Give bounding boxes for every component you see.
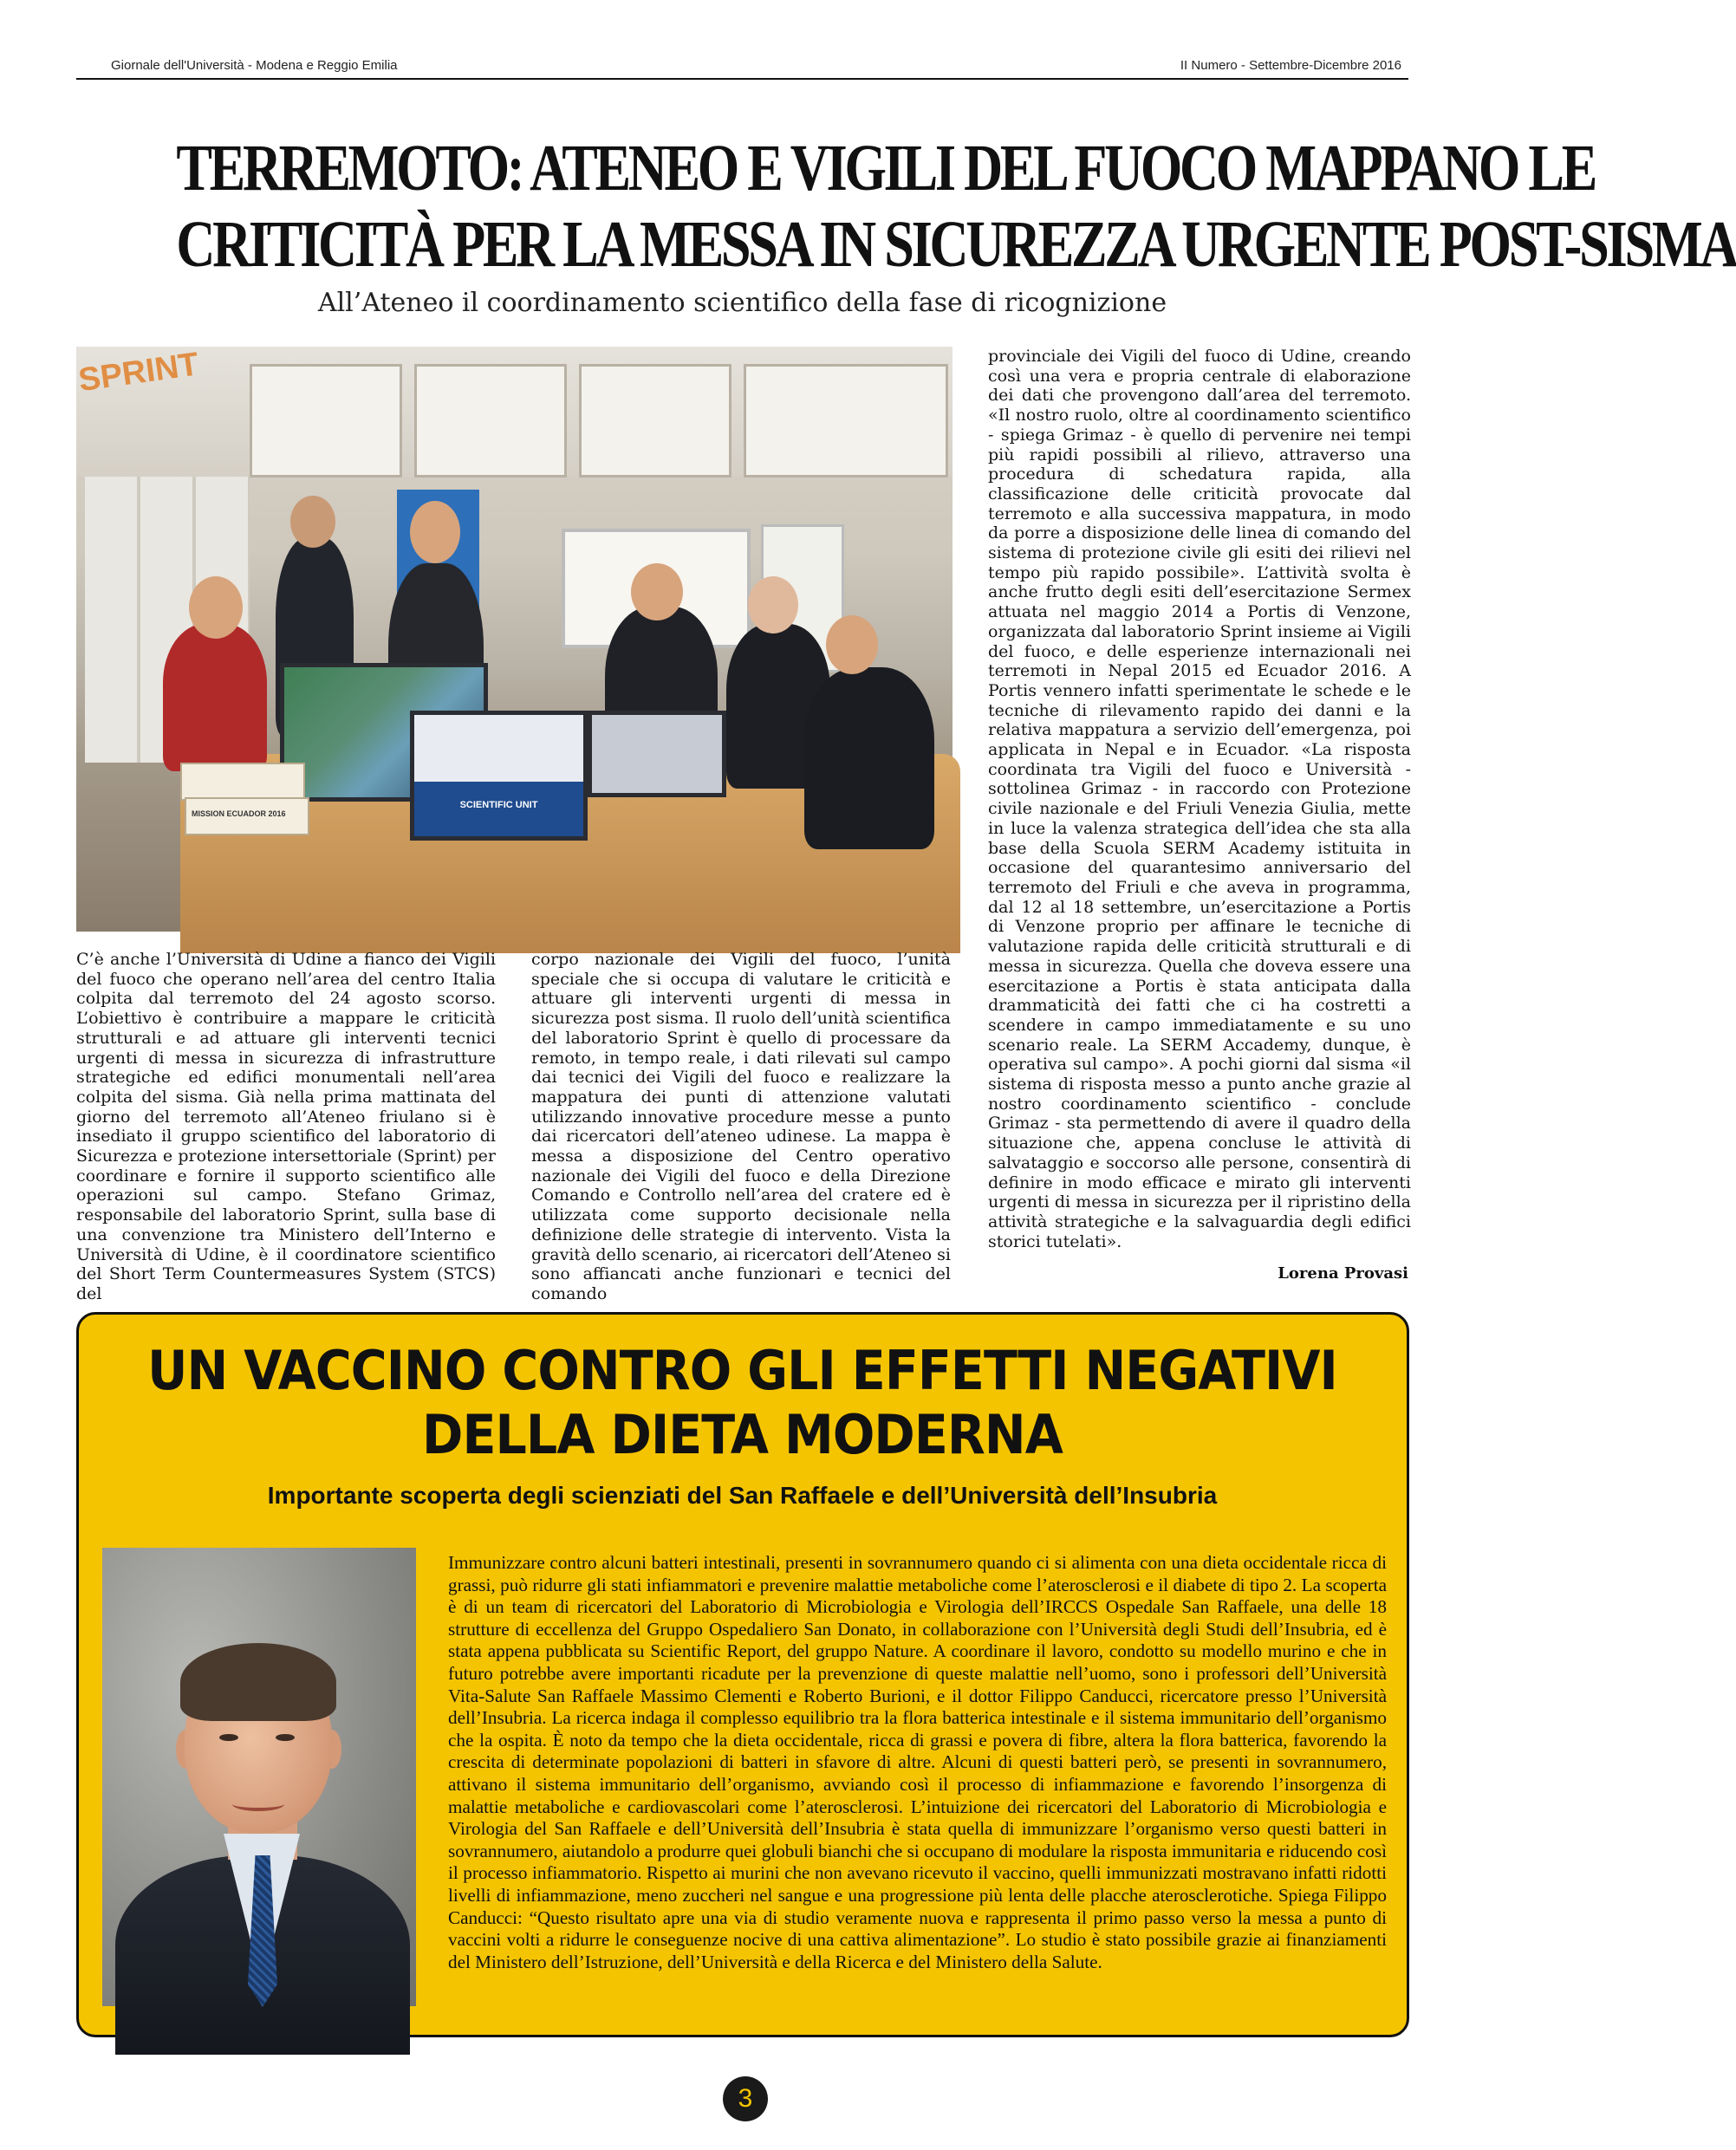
header-divider — [76, 78, 1408, 80]
photo-head — [189, 576, 243, 639]
article2-title-line2: DELLA DIETA MODERNA — [422, 1403, 1063, 1466]
photo-window — [414, 364, 567, 477]
photo-head — [826, 615, 878, 674]
article2-subtitle: Importante scoperta degli scienziati del San Raffaele e dell’Università dell’Insubria — [267, 1482, 1218, 1509]
photo-screen-label: SCIENTIFIC UNIT — [459, 800, 538, 810]
photo-binder-label: MISSION ECUADOR 2016 — [192, 809, 286, 818]
article1-byline: Lorena Provasi — [1278, 1264, 1408, 1283]
portrait-eye — [276, 1734, 295, 1741]
photo-person — [163, 624, 267, 771]
photo-person — [804, 667, 934, 849]
photo-window — [744, 364, 948, 477]
photo-head — [631, 563, 683, 620]
photo-binder — [185, 797, 309, 835]
portrait-eye — [219, 1734, 238, 1741]
article1-headline-line1: TERREMOTO: ATENEO E VIGILI DEL FUOCO MAPPANO LE — [176, 132, 1596, 205]
photo-laptop — [588, 711, 726, 797]
article1-column-1: C’è anche l’Università di Udine a fianco dei Vigili del fuoco che operano nell’area del centro Italia colpita dal terremoto del 24 agosto scorso. L’obiettivo è contribuire a mappare le criticità strutturali e ad attuare gli interventi tecnici urgenti di messa in sicurezza di infrastrutture strategiche ed edifici monumentali nell’area colpita del sisma. Già nella prima mattinata del giorno del terremoto all’Ateneo friulano si è insediato il gruppo scientifico del laboratorio di Sicurezza e protezione intersettoriale (Sprint) per coordinare e fornire il supporto scientifico alle operazioni sul campo. Stefano Grimaz, responsabile del laboratorio Sprint, sulla base di una convenzione tra Ministero dell’Interno e Università di Udine, è il coordinatore scientifico del Short Term Countermeasures System (STCS) del — [76, 950, 496, 1303]
article2-portrait-photo — [102, 1548, 416, 2006]
photo-monitor-scientific-unit — [410, 711, 588, 841]
portrait-hair — [180, 1643, 336, 1721]
article1-headline — [176, 130, 1736, 283]
photo-window — [250, 364, 402, 477]
photo-sprint-sign: SPRINT — [76, 346, 201, 399]
portrait-mouth — [232, 1797, 284, 1811]
photo-head — [410, 501, 460, 563]
photo-head — [748, 576, 798, 633]
issue-label: II Numero - Settembre-Dicembre 2016 — [1180, 58, 1401, 73]
article2-title-line1: UN VACCINO CONTRO GLI EFFETTI NEGATIVI — [147, 1339, 1337, 1402]
photo-binder — [180, 763, 305, 801]
photo-window — [579, 364, 731, 477]
publication-name: Giornale dell'Università - Modena e Reggio Emilia — [111, 58, 398, 73]
article1-column-2: corpo nazionale dei Vigili del fuoco, l’unità speciale che si occupa di valutare le criticità e attuare gli interventi urgenti di messa in sicurezza post sisma. Il ruolo dell’unità scientifica del laboratorio Sprint è quello di processare da remoto, in tempo reale, i dati rilevati sul campo dai tecnici dei Vigili del fuoco e realizzare la mappatura dei punti di attenzione valutati utilizzando innovative procedure messe a punto dai ricercatori dell’ateneo udinese. La mappa è messa a disposizione del Centro operativo nazionale dei Vigili del fuoco e della Direzione Comando e Controllo nell’area del cratere ed è utilizzata come supporto decisionale nella definizione delle strategie di intervento. Vista la gravità dello scenario, ai ricercatori dell’Ateneo si sono affiancati anche funzionari e tecnici del comando — [531, 950, 951, 1303]
photo-head — [290, 496, 335, 548]
article1-column-3: provinciale dei Vigili del fuoco di Udine, creando così una vera e propria centrale di elaborazione dei dati che provengono dall’area del terremoto. «Il nostro ruolo, oltre al coordinamento scientifico - spiega Grimaz - è quello di pervenire nei tempi più rapidi possibili al rilievo, attraverso una procedura di schedatura rapida, alla classificazione delle criticità provocate dal terremoto e alla successiva mappatura, in modo da porre a disposizione delle linea di comando del sistema di protezione civile gli esiti dei rilievi nel tempo più rapido possibile». L’attività svolta è anche frutto degli esiti dell’esercitazione Sermex attuata nel maggio 2014 a Portis di Venzone, organizzata dal laboratorio Sprint insieme ai Vigili del fuoco, e delle esperienze internazionali nei terremoti in Nepal 2015 ed Ecuador 2016. A Portis vennero infatti sperimentate le schede e le tecniche di rilevamento rapido dei danni e la relativa mappatura a servizio dell’emergenza, poi applicata in Nepal e in Ecuador. «La risposta coordinata tra Vigili del fuoco e Università - sottolinea Grimaz - in raccordo con Protezione civile nazionale e del Friuli Venezia Giulia, mette in luce la valenza strategica dell’idea che sta alla base della Scuola SERM Academy istituita in occasione del quarantesimo anniversario del terremoto del Friuli e che aveva in programma, dal 12 al 18 settembre, un’esercitazione a Portis di Venzone proprio per affinare le tecniche di valutazione rapida delle criticità strutturali e di messa in sicurezza. Quella che doveva essere una esercitazione a Portis è stata anticipata dalla drammaticità dei fatti che ci ha costretti a scendere in campo immediatamente e su uno scenario reale. La SERM Accademy, dunque, è operativa sul campo». A pochi giorni dal sisma «il sistema di risposta messo a punto anche grazie al nostro coordinamento scientifico - conclude Grimaz - sta permettendo di avere il quadro della situazione che, appena concluse le attività di salvataggio e soccorso alle persone, consentirà di definire in modo efficace e mirato gli interventi urgenti di messa in sicurezza per il ripristino della attività strategiche e la salvaguardia degli edifici storici tutelati». — [988, 347, 1411, 1251]
article1-headline-line2: CRITICITÀ PER LA MESSA IN SICUREZZA URGENTE POST-SISMA — [176, 208, 1736, 281]
article1-photo — [76, 347, 953, 932]
page-number: 3 — [723, 2076, 768, 2121]
article1-subhead: All’Ateneo il coordinamento scientifico della fase di ricognizione — [317, 288, 1167, 318]
article2-body: Immunizzare contro alcuni batteri intestinali, presenti in sovrannumero quando ci si alimenta con una dieta occidentale ricca di grassi, può ridurre gli stati infiammatori e prevenire malattie metaboliche come l’aterosclerosi e il diabete di tipo 2. La scoperta è di un team di ricercatori del Laboratorio di Microbiologia e Virologia dell’IRCCS Ospedale San Raffaele, una delle 18 strutture di eccellenza del Gruppo Ospedaliero San Donato, in collaborazione con l’Università degli Studi dell’Insubria, ed è stata appena pubblicata su Scientific Report, del gruppo Nature. A coordinare il lavoro, condotto su modello murino e che in futuro potrebbe avere importanti ricadute per la prevenzione di queste malattie nell’uomo, sono i professori dell’Università Vita-Salute San Raffaele Massimo Clementi e Roberto Burioni, e il dottor Filippo Canducci, ricercatore presso l’Università dell’Insubria. La ricerca indaga il complesso equilibrio tra la flora batterica intestinale e il sistema immunitario dell’organismo che la ospita. È noto da tempo che la dieta occidentale, ricca di grassi e povera di fibre, altera la flora batterica, favorendo la crescita di determinate popolazioni di batteri in sfavore di altre. Alcuni di questi batteri però, se presenti in sovrannumero, attivano il sistema immunitario dell’organismo, avviando così il processo di infiammazione e favorendo l’insorgenza di malattie metaboliche e cardiovascolari come l’aterosclerosi. L’intuizione dei ricercatori del Laboratorio di Microbiologia e Virologia del San Raffaele e dell’Università dell’Insubria è stata quella di immunizzare l’organismo verso questi batteri in sovrannumero, aiutandolo a produrre quei globuli bianchi che si occupano di modulare la risposta immunitaria e riducendo così il processo infiammatorio. Rispetto ai murini che non avevano ricevuto il vaccino, quelli immunizzati mostravano infatti ridotti livelli di infiammazione, meno zuccheri nel sangue e una progressione più lenta delle placche aterosclerotiche. Spiega Filippo Canducci: “Questo risultato apre una via di studio veramente nuova e rappresenta il primo passo verso la messa a punto di vaccini volti a ridurre le conseguenze nocive di una cattiva alimentazione”. Lo studio è stato possibile grazie ai finanziamenti del Ministero dell’Istruzione, dell’Università e della Ricerca e del Ministero della Salute. — [448, 1552, 1387, 1972]
article2-title — [60, 1339, 1426, 1467]
